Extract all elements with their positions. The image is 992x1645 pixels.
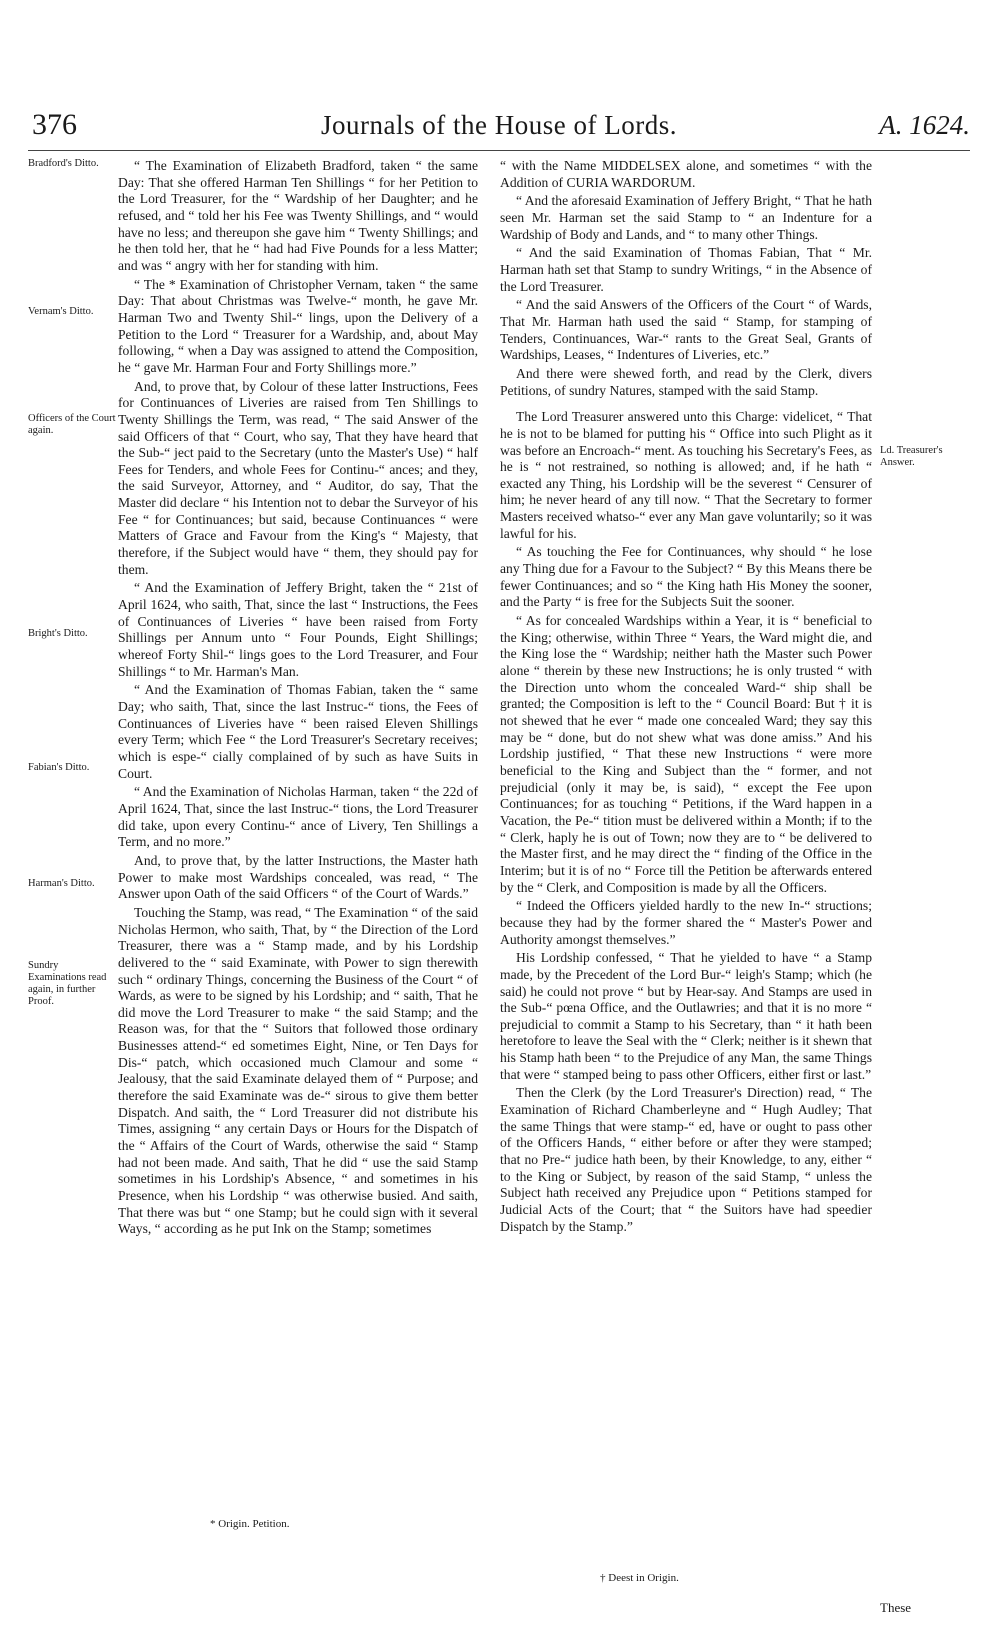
- footnote-right: † Deest in Origin.: [600, 1572, 679, 1584]
- paragraph: “ As touching the Fee for Continuances, why should “ he lose any Thing due for a Favour to the Subject? “ By this Means there be fewer Continuances; and so “ the King hath His Money the sooner, and the Party “ is free for the Subjects Suit the sooner.: [500, 544, 872, 610]
- paragraph: “ And the said Answers of the Officers of the Court “ of Wards, That Mr. Harman hath used the said “ Stamp, for stamping of Tenders, Continuances, War-“ rants to the Great Seal, Grants of Wardships, Leases, “ Indentures of Liveries, etc.”: [500, 297, 872, 363]
- paragraph: “ Indeed the Officers yielded hardly to the new In-“ structions; because they had by the former shared the “ Master's Power and Authority amongst themselves.”: [500, 898, 872, 947]
- paragraph: “ with the Name MIDDELSEX alone, and sometimes “ with the Addition of CURIA WARDORUM.: [500, 158, 872, 190]
- paragraph: His Lordship confessed, “ That he yielded to have “ a Stamp made, by the Precedent of the Lord Bur-“ leigh's Stamp; which (he said) he could not prove “ but by Hear-say. And Stamps are used in the Sub-“ pœna Office, and the Outlawries; and that it is no more “ prejudicial to commit a Stamp to his Secretary, than “ it hath been heretofore to leave the Seal with the “ Clerk; neither is it shewn that his Stamp hath been “ to the Prejudice of any Man, the same Things that were “ stamped being to pass other Officers, either first or last.”: [500, 950, 872, 1082]
- paragraph: The Lord Treasurer answered unto this Charge: videlicet, “ That he is not to be blamed for putting his “ Office into such Plight as it was before an Encroach-“ ment. As touching his Secretary's Fees, as he is “ not restrained, so nothing is allowed; and, if he hath “ exacted any Thing, his Lordship will be the severest “ Censurer of him; he never heard of any till now. “ That the Secretary to former Masters received whatso-“ ever any Man gave voluntarily; so it was lawful for his.: [500, 409, 872, 541]
- running-title: Journals of the House of Lords.: [321, 110, 677, 140]
- margin-note-treasurer: Ld. Treasurer's Answer.: [880, 445, 943, 468]
- paragraph: “ And the Examination of Nicholas Harman, taken “ the 22d of April 1624, That, since the last Instruc-“ tions, the Lord Treasurer did take, upon every Continu-“ ance of Livery, Ten Shillings a Term, and no more.”: [118, 784, 478, 850]
- margin-note-officers: Officers of the Court again.: [28, 413, 116, 436]
- header-rule: [28, 150, 970, 151]
- paragraph: “ And the Examination of Thomas Fabian, taken the “ same Day; who saith, That, since the last Instruc-“ tions, the Fees of Continuances of Liveries have “ been raised Eleven Shillings every Term; which Fee “ the Lord Treasurer's Secretary receives; which is espe-“ cially complained of by such as have Suits in Court.: [118, 682, 478, 781]
- paragraph: “ As for concealed Wardships within a Year, it is “ beneficial to the King; otherwise, within Three “ Years, the Ward might die, and the King lose the “ Wardship; neither hath the Master such Power alone “ therein by these new Instructions; he is only trusted “ with the Direction unto whom the concealed Ward-“ ship shall be granted; the Composition is left to the “ Council Board: But † it is not shewed that he ever “ made one concealed Ward; they say this may be “ done, but do not shew what was done amiss.” And his Lordship justified, “ That these new Instructions “ were more beneficial to the King and Subject than the “ former, and not prejudicial (only it may be, is said), “ except the Fee upon Continuances; for as touching “ Petitions, if the Ward happen in a Vacation, the Pe-“ tition must be delivered within a Month; if to the “ Clerk, haply he is out of Town; now they are to “ be delivered to the Master first, and he may direct the “ finding of the Office in the Interim; but it is of no “ Force till the Petition be afterwards entered by the “ Clerk, and Composition is made by all the Officers.: [500, 613, 872, 895]
- margin-note-harman: Harman's Ditto.: [28, 878, 95, 889]
- margin-note-bright: Bright's Ditto.: [28, 628, 88, 639]
- paragraph: And, to prove that, by the latter Instructions, the Master hath Power to make most Wardships concealed, was read, “ The Answer upon Oath of the said Officers “ of the Court of Wards.”: [118, 852, 478, 902]
- margin-note-fabian: Fabian's Ditto.: [28, 762, 90, 773]
- paragraph: Touching the Stamp, was read, “ The Examination “ of the said Nicholas Hermon, who saith, That, by “ the Direction of the Lord Treasurer, there was a “ Stamp made, and by his Lordship delivered to the “ said Examinate, with Power to sign therewith such “ ordinary Things, concerning the Business of the Court “ of Wards, as were to be signed by his Lordship; and “ saith, That he did move the Lord Treasurer to make “ the said Stamp; and the Reason was, for that the “ Suitors that followed those ordinary Businesses attend-“ ed sometimes Eight, Nine, or Ten Days for Dis-“ patch, which occasioned much Clamour and some “ Jealousy, that the said Examinate delayed them of “ Purpose; and therefore the said Examinate was de-“ sirous to give them better Dispatch. And saith, the “ Lord Treasurer did not distribute his Times, assigning “ any certain Days or Hours for the Dispatch of the “ Affairs of the Court of Wards, otherwise the said “ Stamp had not been made. And saith, That he did “ use the said Stamp sometimes in his Lordship's Absence, “ and sometimes in his Presence, when his Lordship “ was otherwise busied. And saith, That there was but “ one Stamp; but he could sign with it several Ways, “ according as he put Ink on the Stamp; sometimes: [118, 904, 478, 1237]
- left-column: [118, 158, 478, 1240]
- margin-note-vernam: Vernam's Ditto.: [28, 306, 94, 317]
- paragraph: And, to prove that, by Colour of these latter Instructions, Fees for Continuances of Liveries are raised from Ten Shillings to Twenty Shillings the Term, was read, “ The said Answer of the said Officers of that “ Court, who say, That they have heard that the Sub-“ ject paid to the Secretary (unto the Master's Use) “ half Fees for Tenders, and whole Fees for Continu-“ ances; and they, the said Surveyor, Attorney, and “ Auditor, do say, That the Master did declare “ his Intention not to debar the Surveyor of his Fee “ for Continuances; but said, because Continuances “ were Matters of Grace and Favour from the King's “ Majesty, that therefore, if the Subject would have “ them, they should pay for them.: [118, 378, 478, 577]
- footnote-left: * Origin. Petition.: [210, 1518, 290, 1530]
- paragraph: “ And the Examination of Jeffery Bright, taken the “ 21st of April 1624, who saith, That, since the last “ Instructions, the Fees of Continuances of Liveries “ have been raised from Forty Shillings per Annum unto “ Four Pounds, Eight Shillings; whereof Forty Shil-“ lings goes to the Lord Treasurer, and Four Shillings “ to Mr. Harman's Man.: [118, 580, 478, 679]
- margin-note-bradford: Bradford's Ditto.: [28, 158, 99, 169]
- page-year: A. 1624.: [879, 110, 970, 140]
- catchword: These: [880, 1600, 912, 1615]
- paragraph: And there were shewed forth, and read by the Clerk, divers Petitions, of sundry Natures, stamped with the said Stamp.: [500, 365, 872, 398]
- paragraph: “ And the said Examination of Thomas Fabian, That “ Mr. Harman hath set that Stamp to sundry Writings, “ in the Absence of the Lord Treasurer.: [500, 245, 872, 294]
- margin-note-sundry: Sundry Examinations read again, in further Proof.: [28, 960, 107, 1007]
- page-number: 376: [32, 108, 77, 141]
- right-column: [500, 158, 872, 1237]
- left-margin-notes: [28, 150, 118, 1610]
- paragraph: “ The Examination of Elizabeth Bradford, taken “ the same Day: That she offered Harman Ten Shillings “ for her Petition to the Lord Treasurer, for the “ Wardship of her Daughter; and he refused, and “ told her his Fee was Twenty Shillings, and “ would have no less; and thereupon she gave him “ Twenty Shillings; and he then told her, that he “ had had Five Pounds for a less Matter; and was “ angry with her for standing with him.: [118, 158, 478, 273]
- paragraph: Then the Clerk (by the Lord Treasurer's Direction) read, “ The Examination of Richard Chamberleyne and “ Hugh Audley; That the same Things that were stamp-“ ed, have or ought to pass other of the Officers Hands, “ either before or after they were stamped; that no Pre-“ judice hath been, by their Knowledge, to any, either “ to the King or Subject, by reason of the said Stamp, “ unless the Subject hath received any Prejudice upon “ Petitions stamped for Judicial Acts of the Court; that “ the Suitors have had speedier Dispatch by the Stamp.”: [500, 1085, 872, 1234]
- paragraph: “ The * Examination of Christopher Vernam, taken “ the same Day: That about Christmas was Twelve-“ month, he gave Mr. Harman Two and Twenty Shil-“ lings, upon the Delivery of a Petition to the Lord “ Treasurer for a Wardship, and, about May following, “ when a Day was assigned to attend the Composition, he “ gave Mr. Harman Four and Forty Shillings more.”: [118, 276, 478, 375]
- paragraph: “ And the aforesaid Examination of Jeffery Bright, “ That he hath seen Mr. Harman set the said Stamp to “ an Indenture for a Wardship of Body and Lands, and “ to many other Things.: [500, 193, 872, 242]
- page-header: [28, 108, 970, 156]
